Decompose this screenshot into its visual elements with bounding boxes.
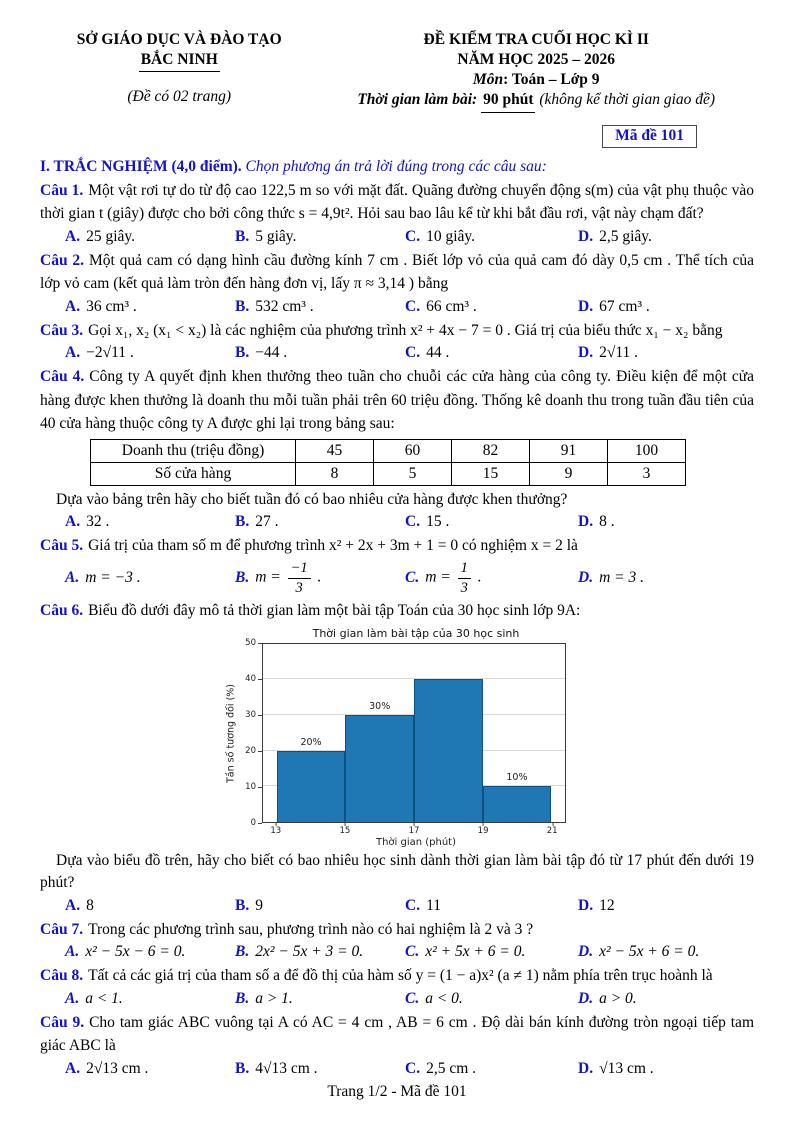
question-8-options: [40, 990, 754, 1008]
x-tick-label: 13: [270, 825, 282, 836]
table-cell: 45: [296, 439, 374, 462]
question-2-text: Câu 2. Một quả cam có dạng hình cầu đường kính 7 cm . Biết lớp vỏ của quả cam đó dày 0,5 cm . Thể tích của lớp vỏ cam (kết quả làm tròn đến hàng đơn vị, lấy π ≈ 3,14 ) bằng: [40, 251, 754, 293]
school-year: NĂM HỌC 2025 – 2026: [457, 51, 615, 69]
chart-y-ticks: [238, 637, 262, 828]
y-tick-label: 10: [245, 781, 256, 792]
chart-body: [224, 637, 570, 828]
question-4-options: [40, 513, 754, 531]
question-8: [40, 964, 754, 1008]
exam-code-row: [40, 125, 754, 148]
page-header: [40, 30, 754, 113]
bar-label: 20%: [300, 736, 322, 748]
option-b: B. −44 .: [235, 344, 288, 362]
histogram-bar-19-21: [483, 786, 552, 822]
chart-x-ticks-row: [224, 823, 570, 837]
header-right: [318, 30, 754, 113]
option-d: D. 2√11 .: [578, 344, 639, 362]
bar-label: 30%: [369, 701, 391, 713]
question-5: [40, 534, 754, 596]
question-1: [40, 179, 754, 246]
option-d: D. 8 .: [578, 513, 615, 531]
question-5-text: Câu 5. Giá trị của tham số m để phương trình x² + 2x + 3m + 1 = 0 có nghiệm x = 2 là: [40, 537, 578, 555]
option-c: C. 66 cm³ .: [405, 297, 477, 315]
option-b: B. 4√13 cm .: [235, 1059, 318, 1077]
y-tick-label: 20: [245, 745, 256, 756]
question-7-text: Câu 7. Trong các phương trình sau, phương trình nào có hai nghiệm là 2 và 3 ?: [40, 920, 534, 938]
province-line: BẮC NINH: [40, 50, 318, 72]
chart-x-ticks: [262, 823, 566, 837]
header-left: [40, 30, 318, 113]
option-a: A. 25 giây.: [65, 227, 136, 245]
option-a: A. a < 1.: [65, 989, 123, 1007]
chart-x-spacer: [224, 823, 262, 837]
option-b: B. a > 1.: [235, 989, 293, 1007]
question-5-options: [40, 560, 754, 596]
question-2-options: [40, 298, 754, 316]
table-cell: 15: [452, 462, 530, 485]
option-a: A. −2√11 .: [65, 344, 134, 362]
option-b: B. 27 .: [235, 513, 279, 531]
option-b: B. 9: [235, 896, 263, 914]
y-tick-label: 0: [250, 817, 256, 828]
option-c: C. 11: [405, 896, 442, 914]
row-header: Doanh thu (triệu đồng): [91, 439, 296, 462]
exam-title: ĐỀ KIỂM TRA CUỐI HỌC KÌ II: [423, 31, 649, 48]
y-tick-label: 40: [245, 673, 256, 684]
option-d: D. m = 3 .: [578, 569, 644, 587]
question-2: [40, 249, 754, 316]
option-c: C. 44 .: [405, 344, 450, 362]
question-4-followup: Dựa vào bảng trên hãy cho biết tuần đó có bao nhiêu cửa hàng được khen thưởng?: [56, 490, 568, 508]
y-tick-label: 50: [245, 637, 256, 648]
fraction: $\frac{1}{3}$: [458, 560, 471, 596]
chart-x-axis-label: Thời gian (phút): [375, 836, 457, 848]
question-8-text: Câu 8. Tất cả các giá trị của tham số a để đồ thị của hàm số y = (1 − a)x² (a ≠ 1) nằm phía trên trục hoành là: [40, 967, 713, 985]
section-heading: I. TRẮC NGHIỆM (4,0 điểm). Chọn phương án trả lời đúng trong các câu sau:: [40, 157, 547, 175]
table-cell: 60: [374, 439, 452, 462]
x-tick-label: 17: [408, 825, 420, 836]
revenue-table: [90, 439, 686, 486]
option-a: A. x² − 5x − 6 = 0.: [65, 943, 186, 961]
option-a: A. 2√13 cm .: [65, 1059, 149, 1077]
table-cell: 3: [608, 462, 686, 485]
x-tick-label: 15: [339, 825, 351, 836]
histogram-bar-13-15: [277, 751, 346, 822]
question-3-text: Câu 3. Gọi x₁, x₂ (x₁ < x₂) là các nghiệm của phương trình x² + 4x − 7 = 0 . Giá trị của biểu thức x₁ − x₂ bằng: [40, 321, 723, 339]
chart-title: Thời gian làm bài tập của 30 học sinh: [312, 626, 520, 640]
option-d: D. a > 0.: [578, 989, 637, 1007]
x-tick-label: 21: [546, 825, 558, 836]
question-7-options: [40, 943, 754, 961]
page-footer: Trang 1/2 - Mã đề 101: [327, 1082, 467, 1100]
question-9-text: Câu 9. Cho tam giác ABC vuông tại A có AC = 4 cm , AB = 6 cm . Độ dài bán kính đường tròn ngoại tiếp tam giác ABC là: [40, 1013, 754, 1055]
table-cell: 8: [296, 462, 374, 485]
option-a: A. 32 .: [65, 513, 110, 531]
question-9-options: [40, 1060, 754, 1078]
option-b: B. m = $\frac{-1}{3}$ .: [235, 559, 322, 596]
x-tick-label: 19: [477, 825, 489, 836]
option-b: B. 532 cm³ .: [235, 297, 314, 315]
option-d: D. 2,5 giây.: [578, 227, 652, 245]
table-cell: 91: [530, 439, 608, 462]
option-b: B. 2x² − 5x + 3 = 0.: [235, 943, 364, 961]
question-1-options: [40, 228, 754, 246]
question-9: [40, 1011, 754, 1078]
option-c: C. m = $\frac{1}{3}$ .: [405, 559, 482, 596]
option-c: C. 10 giây.: [405, 227, 476, 245]
histogram-chart: [224, 627, 570, 848]
table-row: [91, 462, 686, 485]
histogram-bar-17-19: [414, 679, 483, 821]
question-6-options: [40, 897, 754, 915]
question-3: [40, 319, 754, 363]
subject-line: Môn: Toán – Lớp 9: [472, 71, 600, 89]
option-c: C. x² + 5x + 6 = 0.: [405, 943, 526, 961]
option-b: B. 5 giây.: [235, 227, 297, 245]
option-d: D. x² − 5x + 6 = 0.: [578, 943, 700, 961]
chart-plot-area: [262, 643, 566, 823]
option-c: C. 2,5 cm .: [405, 1059, 477, 1077]
table-cell: 100: [608, 439, 686, 462]
duration-line: Thời gian làm bài: 90 phút (không kể thời gian giao đề): [318, 90, 754, 112]
table-row: [91, 439, 686, 462]
y-tick-label: 30: [245, 709, 256, 720]
option-c: C. a < 0.: [405, 989, 463, 1007]
exam-code-badge: Mã đề 101: [602, 125, 697, 148]
question-4: [40, 365, 754, 531]
fraction: $\frac{-1}{3}$: [288, 560, 311, 596]
question-3-options: [40, 344, 754, 362]
option-d: D. √13 cm .: [578, 1059, 654, 1077]
question-6: [40, 599, 754, 914]
bar-label: 10%: [506, 772, 528, 784]
question-1-text: Câu 1. Một vật rơi tự do từ độ cao 122,5 m so với mặt đất. Quãng đường chuyển động s(m) của vật phụ thuộc vào thời gian t (giây) được cho bởi công thức s = 4,9t². Hỏi sau bao lâu kể từ khi bắt đầu rơi, vật này chạm đất?: [40, 181, 754, 223]
option-a: A. 8: [65, 896, 94, 914]
table-cell: 9: [530, 462, 608, 485]
question-7: [40, 918, 754, 962]
table-cell: 5: [374, 462, 452, 485]
histogram-bar-15-17: [345, 715, 414, 822]
pages-note: (Đề có 02 trang): [127, 88, 232, 106]
option-c: C. 15 .: [405, 513, 450, 531]
row-header: Số cửa hàng: [91, 462, 296, 485]
option-a: A. m = −3 .: [65, 569, 141, 587]
option-a: A. 36 cm³ .: [65, 297, 137, 315]
table-cell: 82: [452, 439, 530, 462]
question-6-text: Câu 6. Biểu đồ dưới đây mô tả thời gian làm một bài tập Toán của 30 học sinh lớp 9A:: [40, 602, 581, 620]
option-d: D. 12: [578, 896, 615, 914]
question-4-text: Câu 4. Công ty A quyết định khen thưởng theo tuần cho chuỗi các cửa hàng của công ty. Điều kiện để một cửa hàng được khen thưởng là doanh thu mỗi tuần phải trên 60 triệu đồng. Thống kê doanh thu trong tuần đầu tiên của 40 cửa hàng thuộc công ty A được ghi lại trong bảng sau:: [40, 368, 754, 433]
question-6-followup: Dựa vào biểu đồ trên, hãy cho biết có bao nhiêu học sinh dành thời gian làm bài tập đó từ 17 phút đến dưới 19 phút?: [40, 851, 754, 892]
chart-y-axis-label: Tần số tương đối (%): [225, 683, 237, 783]
department-line: SỞ GIÁO DỤC VÀ ĐÀO TẠO: [76, 31, 282, 48]
option-d: D. 67 cm³ .: [578, 297, 650, 315]
